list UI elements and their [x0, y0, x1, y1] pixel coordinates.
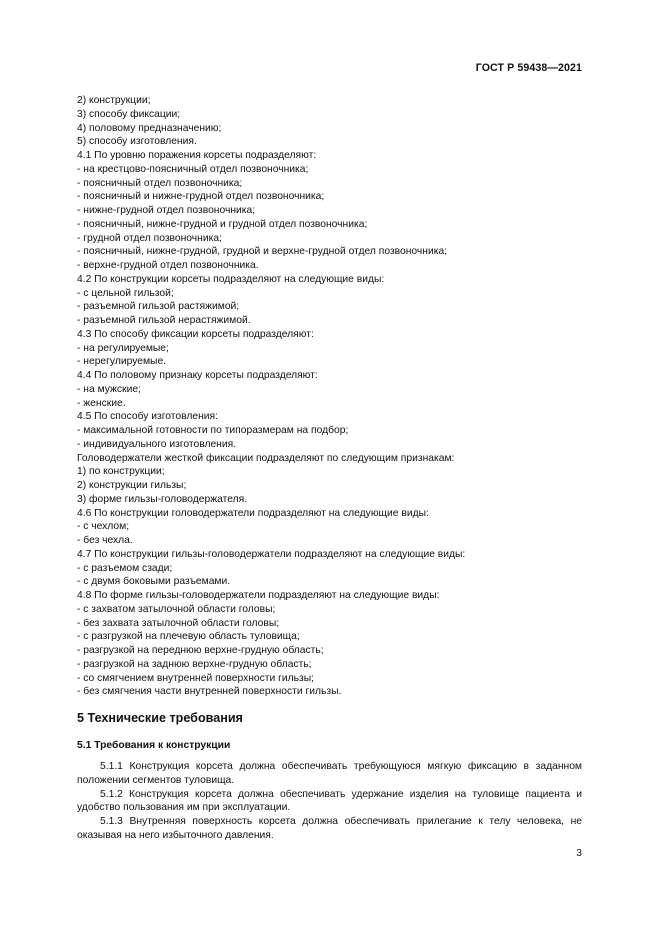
text-line: 2) конструкции гильзы; [77, 480, 187, 491]
text-line: - поясничный, нижне-грудной, грудной и верхне-грудной отдел позвоночника; [77, 246, 448, 258]
text-line: - поясничный, нижне-грудной и грудной отдел позвоночника; [77, 218, 368, 230]
text-line: - поясничный отдел позвоночника; [77, 177, 243, 189]
text-line: - без смягчения части внутренней поверхности гильзы. [77, 686, 342, 698]
text-line: 4.8 По форме гильзы-головодержатели подразделяют на следующие виды: [77, 590, 440, 601]
text-line: - без захвата затылочной области головы; [77, 617, 280, 629]
text-line: - поясничный и нижне-грудной отдел позвоночника; [77, 191, 325, 203]
text-line: - с чехлом; [77, 521, 130, 533]
text-line: - с двумя боковыми разъемами. [77, 576, 231, 588]
text-line: - нерегулируемые. [77, 356, 167, 368]
page-number: 3 [576, 848, 582, 859]
text-line: 5) способу изготовления. [77, 136, 197, 148]
paragraph: 5.1.1 Конструкция корсета должна обеспечивать требующуюся мягкую фиксацию в заданном положении сегментов туловища. [77, 761, 582, 786]
text-line: 4.7 По конструкции гильзы-головодержатели подразделяют на следующие виды: [77, 548, 466, 560]
text-line: - с разгрузкой на плечевую область туловища; [77, 631, 300, 643]
text-line: - индивидуального изготовления. [77, 438, 237, 450]
text-line: 4) половому предназначению; [77, 122, 222, 134]
text-line: 4.5 По способу изготовления: [77, 411, 218, 423]
paragraph: 5.1.3 Внутренняя поверхность корсета должна обеспечивать прилегание к телу человека, не оказывая на него избыточного давления. [77, 816, 582, 841]
text-line: - верхне-грудной отдел позвоночника. [77, 260, 259, 271]
text-line: - разгрузкой на переднюю верхне-грудную область; [77, 645, 324, 656]
text-line: - со смягчением внутренней поверхности гильзы; [77, 672, 314, 684]
section-title: 5 Технические требования [77, 711, 243, 725]
text-line: - на крестцово-поясничный отдел позвоночника; [77, 163, 309, 175]
text-line: - разъемной гильзой нерастяжимой. [77, 315, 251, 326]
subsection-title: 5.1 Требования к конструкции [77, 740, 231, 751]
text-line: - женские. [77, 397, 126, 409]
text-line: Головодержатели жесткой фиксации подразделяют по следующим признакам: [77, 452, 455, 464]
text-line: 4.2 По конструкции корсеты подразделяют на следующие виды: [77, 273, 385, 285]
text-line: - разгрузкой на заднюю верхне-грудную область; [77, 658, 312, 670]
document-header: ГОСТ Р 59438—2021 [475, 62, 582, 74]
text-line: - на мужские; [77, 383, 141, 395]
text-line: 2) конструкции; [77, 95, 151, 106]
requirements-paragraphs [77, 760, 582, 843]
text-line: - без чехла. [77, 535, 133, 546]
classification-list [77, 94, 587, 699]
text-line: - грудной отдел позвоночника; [77, 232, 222, 244]
text-line: 4.3 По способу фиксации корсеты подразделяют: [77, 328, 314, 340]
text-line: 4.6 По конструкции головодержатели подразделяют на следующие виды: [77, 507, 429, 519]
text-line: - с разъемом сзади; [77, 562, 173, 574]
text-line: - с захватом затылочной области головы; [77, 603, 276, 615]
text-line: - нижне-грудной отдел позвоночника; [77, 205, 256, 216]
text-line: 3) форме гильзы-головодержателя. [77, 493, 248, 505]
paragraph: 5.1.2 Конструкция корсета должна обеспечивать удержание изделия на туловище пациента и удобство пользования им при эксплуатации. [77, 788, 582, 814]
text-line: 4.4 По половому признаку корсеты подразделяют: [77, 370, 318, 381]
text-line: 3) способу фиксации; [77, 108, 181, 120]
text-line: 1) по конструкции; [77, 466, 165, 478]
text-line: - разъемной гильзой растяжимой; [77, 301, 240, 313]
text-line: - с цельной гильзой; [77, 287, 174, 299]
text-line: - максимальной готовности по типоразмерам на подбор; [77, 425, 349, 436]
text-line: - на регулируемые; [77, 342, 169, 354]
text-line: 4.1 По уровню поражения корсеты подразделяют: [77, 150, 317, 161]
